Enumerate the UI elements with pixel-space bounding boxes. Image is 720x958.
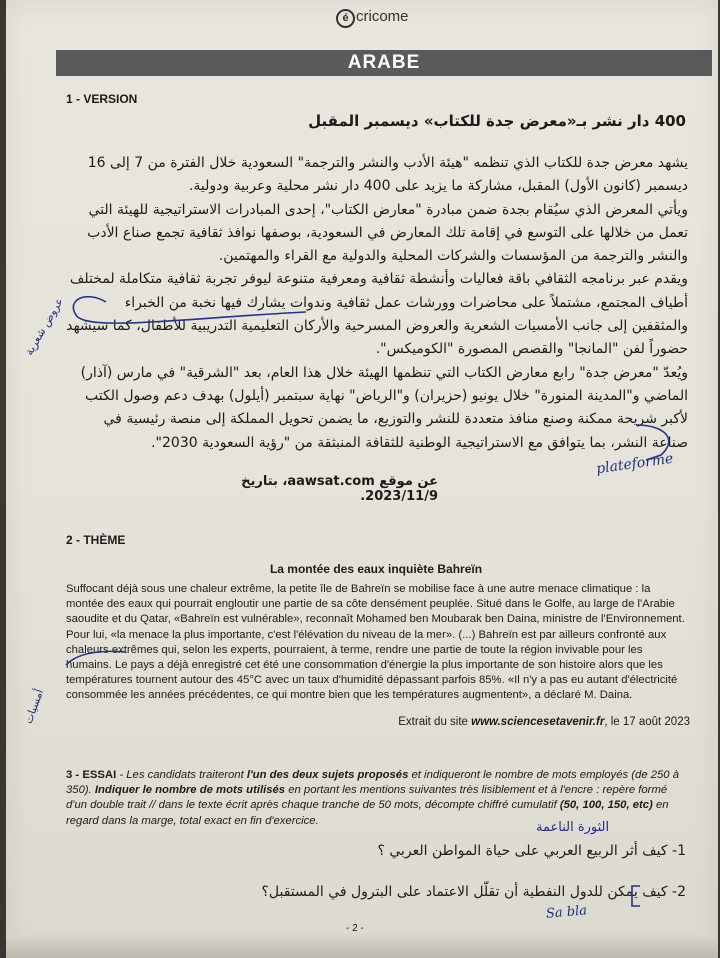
essai-text: en regard dans la marge, total exact en fin d'exercice.	[66, 799, 669, 827]
version-label: 1 - VERSION	[66, 92, 138, 106]
theme-label: 2 - THÈME	[66, 533, 126, 547]
version-paragraph: ويقدم عبر برنامجه الثقافي باقة فعاليات وأنشطة ثقافية ومعرفية متنوعة ليوفر تجربة ثقافية متكاملة لمختلف أطياف المجتمع، مشتملاً على محاضرات وورشات عمل ثقافية وندوات يشارك فيها نخبة من الخبراء والمثقفين إلى جانب الأمسيات الشعرية والعروض المسرحية والأركان التعليمية التدريبية للأطفال، كما سيشهد حضوراً لفن "المانجا" والقصص المصورة "الكوميكس".	[66, 271, 688, 358]
version-title: 400 دار نشر بـ«معرض جدة للكتاب» ديسمبر المقبل	[308, 112, 686, 130]
handwritten-margin-note: أمسيات	[21, 687, 47, 726]
logo-e-icon: é	[336, 9, 355, 28]
essai-text-bold: l'un des deux sujets proposés	[246, 769, 409, 781]
theme-source-prefix: Extrait du site	[398, 716, 472, 728]
pen-arrow-mark	[636, 425, 669, 460]
theme-title: La montée des eaux inquiète Bahreïn	[269, 562, 483, 576]
essai-text: en portant les mentions suivantes très lisiblement et à l'encre : repère formé d'un double trait // dans le texte écrit après chaque tranche de 50 mots, décompte chiffré cumulatif	[66, 784, 668, 812]
pen-curve-mark	[66, 651, 126, 665]
essai-text-bold: Indiquer le nombre de mots utilisés	[94, 784, 286, 797]
handwritten-note-q1: الثورة الناعمة	[536, 820, 610, 835]
subject-banner: ARABE	[56, 50, 712, 76]
essai-text-bold: (50, 100, 150, etc)	[559, 799, 653, 812]
handwritten-note-bottom: Sa bla	[545, 903, 588, 922]
pen-bracket-mark	[73, 297, 306, 323]
pen-bracket-mark	[632, 886, 640, 906]
handwritten-margin-note: عروض شعرية	[22, 295, 66, 358]
theme-source-date: , le 17 août 2023	[604, 716, 690, 728]
version-paragraph: يشهد معرض جدة للكتاب الذي تنظمه "هيئة الأدب والنشر والترجمة" السعودية خلال الفترة من 7 إلى 16 ديسمبر (كانون الأول) المقبل، مشاركة ما يزيد على 400 دار نشر محلية وعربية ودولية.	[87, 155, 688, 195]
pen-marks	[6, 0, 718, 958]
essai-text: - Les candidats traiteront	[116, 769, 247, 781]
version-source: عن موقع aawsat.com، بتاريخ 2023/11/9.	[241, 474, 438, 504]
page-number: - 2 -	[346, 923, 364, 934]
page-bottom-edge	[6, 935, 718, 958]
handwritten-note-plateforme: plateforme	[595, 450, 675, 478]
theme-source-site: www.sciencesetavenir.fr	[471, 716, 605, 728]
essai-label: 3 - ESSAI	[66, 769, 117, 781]
version-paragraph: ويأتي المعرض الذي سيُقام بجدة ضمن مبادرة "معارض الكتاب"، إحدى المبادرات الاستراتيجية للهيئة التي تعمل من خلالها على التوسع في إقامة تلك المعارض في السعودية، بوصفها نوافذ ثقافية تجمع صناع الأدب والنشر والترجمة من المؤسسات والشركات المحلية والدولية مع القراء والمهتمين.	[87, 201, 688, 265]
version-paragraph: ويُعدّ "معرض جدة" رابع معارض الكتاب التي تنظمها الهيئة خلال هذا العام، بعد "الشرقية" في مارس (آذار) الماضي و"المدينة المنورة" خلال يونيو (حزيران) و"الرياض" نهاية سبتمبر (أيلول) بهدف دعم وصول الكتب لأكبر شريحة ممكنة وصنع منافذ متعددة للنشر والتوزيع، ما يضمن تحويل المملكة إلى منصة رئيسية في صناعة النشر، بما يتوافق مع الاستراتيجية الوطنية للثقافة المنبثقة من "رؤية السعودية 2030".	[80, 364, 688, 451]
essai-text: et indiqueront le nombre de mots employés (de 250 à 350).	[66, 769, 680, 797]
essay-question-2: 2- كيف يمكن للدول النفطية أن تقلّل الاعتماد على البترول في المستقبل؟	[261, 884, 686, 900]
logo-text: cricome	[356, 8, 409, 25]
theme-body: Suffocant déjà sous une chaleur extrême, la petite île de Bahreïn se mobilise face à une autre menace climatique : la montée des eaux qui pourrait engloutir une partie de sa côte densément peuplée. Situé dans le Golfe, au large de l'Arabie saoudite et du Qatar, «Bahreïn est vulnérable», reconnaît Mohamed ben Moubarak ben Daina, ministre de l'Environnement. Pour lui, «la menace la plus importante, c'est l'élévation du niveau de la mer». (...) Bahreïn est par ailleurs confronté aux chaleurs extrêmes qui, selon les experts, pourraient, à terme, rendre une partie de toute la région invivable pour les humains. Le pays a déjà enregistré cet été une consommation d'énergie la plus importante de son histoire alors que les températures tournent autour des 45°C avec un taux d'humidité dépassant parfois 85%. «Il n'y a pas eu autant d'électricité consommée les années précédentes, ce qui montre bien que les températures augmentent», a déclaré M. Daina.	[66, 583, 685, 702]
document-page	[6, 0, 718, 958]
essay-question-1: 1- كيف أثر الربيع العربي على حياة المواطن العربي ؟	[377, 843, 686, 859]
